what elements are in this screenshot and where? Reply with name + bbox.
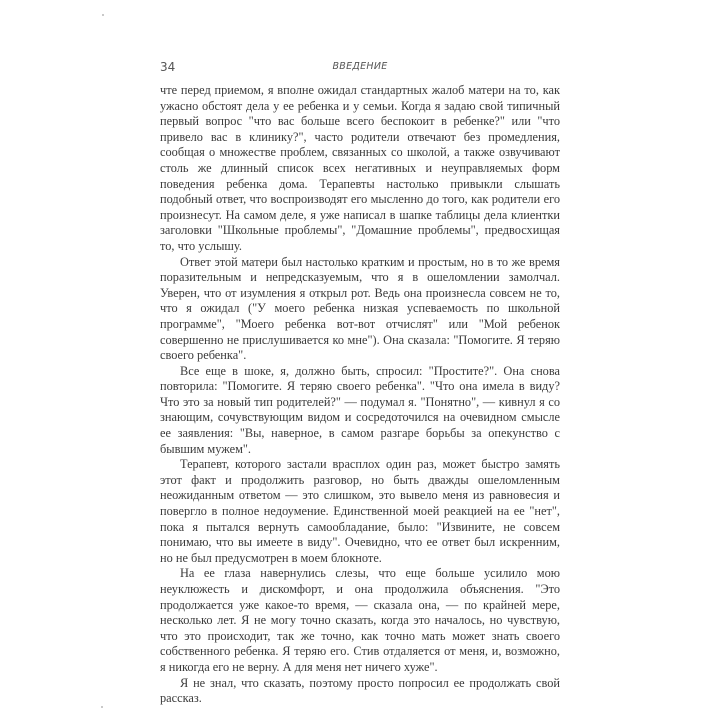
paragraph-6: Я не знал, что сказать, поэтому просто попросил ее продолжать свой рассказ. [160,675,560,706]
paragraph-4: Терапевт, которого застали врасплох один раз, может быстро замять этот факт и продолжить разговор, но быть дважды ошеломленным неожиданным ответом — это слишком, это вывело меня из равновесия и повергло в полное недоумение. Единственной моей реакцией на ее "нет", пока я пытался вернуть самообладание, было: "Извините, не совсем понимаю, что вы имеете в виду". Очевидно, что ее ответ был искренним, но не был предусмотрен в моем блокноте. [160,457,560,565]
paragraph-1: чте перед приемом, я вполне ожидал стандартных жалоб матери на то, как ужасно обстоят дела у ее ребенка и у семьи. Когда я задаю свой типичный первый вопрос "что вас больше всего беспокоит в ребенке?" или "что привело вас в клинику?", часто родители отвечают без промедления, сообщая о множестве проблем, связанных со школой, а также озвучивают столь же длинный список всех негативных и неуправляемых форм поведения ребенка дома. Терапевты настолько привыкли слышать подобный ответ, что воспроизводят его мысленно до того, как родители его произнесут. На самом деле, я уже написал в шапке таблицы дела клиентки заголовки "Школьные проблемы", "Домашние проблемы", предвосхищая то, что услышу. [160,83,560,253]
paragraph-2: Ответ этой матери был настолько кратким и простым, но в то же время поразительным и непредсказуемым, что я в ошеломлении замолчал. Уверен, что от изумления я открыл рот. Ведь она произнесла совсем не то, что я ожидал ("У моего ребенка низкая успеваемость по школьной программе", "Моего ребенка вот-вот отчислят" или "Мой ребенок совершенно не прислушивается ко мне"). Она сказала: "Помогите. Я теряю своего ребенка". [160,254,560,363]
paragraph-3: Все еще в шоке, я, должно быть, спросил: "Простите?". Она снова повторила: "Помогите. Я теряю своего ребенка". "Что она имела в виду? Что это за новый тип родителей?" — подумал я. "Понятно", — кивнул я со знающим, сочувствующим видом и сосредоточился на очевидном смысле ее заявления: "Вы, наверное, в самом разгаре борьбы за опекунство с бывшим мужем". [160,363,560,456]
page-number: 34 [160,60,176,74]
corner-mark-bottom-left [101,706,103,708]
running-head [160,60,560,78]
body-text [160,83,560,707]
paragraph-5: На ее глаза навернулись слезы, что еще больше усилило мою неуклюжесть и дискомфорт, и она продолжила объяснения. "Это продолжается уже какое-то время, — сказала она, — по крайней мере, несколько лет. Я не могу точно сказать, когда это началось, но чувствую, что это происходит, так же точно, как точно мать может знать своего собственного ребенка. Я теряю его. Стив отдаляется от меня, и, возможно, я никогда его не верну. А для меня нет ничего хуже". [160,566,560,674]
corner-mark-top-left [102,14,104,16]
chapter-title: ВВЕДЕНИЕ [332,61,388,72]
